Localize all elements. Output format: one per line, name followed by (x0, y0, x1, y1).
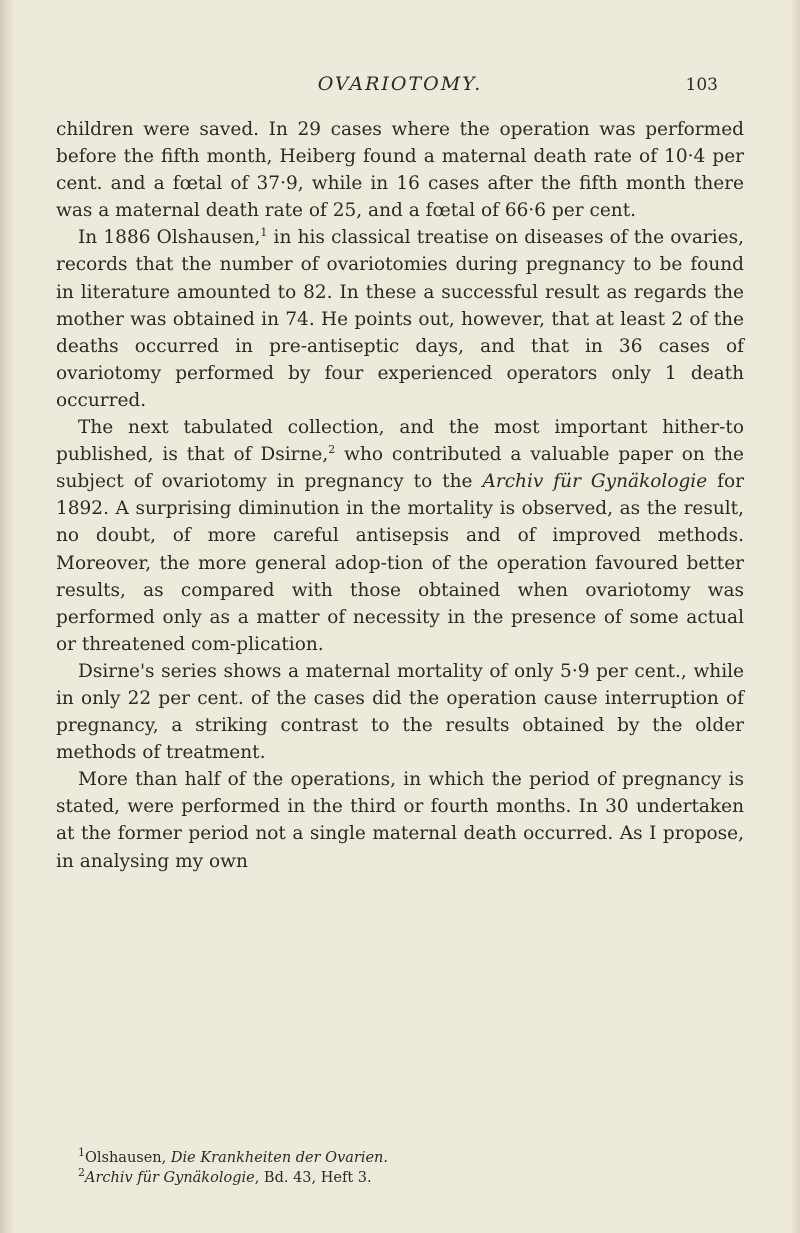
page-right-edge (790, 0, 800, 1233)
paragraph (56, 658, 744, 766)
text-run: More than half of the operations, in which the period of pregnancy is stated, were performed in the third or fourth months. In 30 undertaken at the former period not a single maternal death occurred. As I propose, in analysing my own (56, 769, 744, 872)
footnote-marker: 1 (260, 226, 268, 240)
running-title: OVARIOTOMY. (317, 73, 483, 95)
text-run: Dsirne's series shows a maternal mortality of only 5·9 per cent., while in only 22 per cent. of the cases did the operation cause interruption of pregnancy, a striking contrast to the results obtained by the older methods of treatment. (56, 660, 744, 764)
footnote-number: 1 (78, 1146, 85, 1160)
footnote (56, 1148, 744, 1168)
paragraph (56, 224, 744, 414)
footnote (56, 1168, 744, 1188)
footnote-number: 2 (78, 1166, 85, 1180)
paragraph (56, 414, 744, 658)
body-text (56, 116, 744, 875)
page-header (0, 73, 800, 103)
footnote-title: Archiv für Gynäkologie (85, 1170, 255, 1186)
paragraph (56, 116, 744, 224)
footnote-title: Die Krankheiten der Ovarien. (170, 1150, 388, 1166)
text-run: The next tabulated collection, and the most important hither-to published, is that of Dsirne, (56, 417, 744, 466)
footnotes (56, 1148, 744, 1188)
text-run: In 1886 Olshausen, (78, 227, 261, 249)
footnote-marker: 2 (328, 442, 336, 456)
footnote-detail: , Bd. 43, Heft 3. (254, 1170, 372, 1186)
footnote-author: Olshausen, (85, 1150, 171, 1166)
text-run: in his classical treatise on diseases of the ovaries, records that the number of ovariotomies during pregnancy to be found in literature amounted to 82. In these a successful result as regards the mother was obtained in 74. He points out, however, that at least 2 of the deaths occurred in pre-antiseptic days, and that in 36 cases of ovariotomy performed by four experienced operators only 1 death occurred. (56, 227, 744, 411)
text-run: children were saved. In 29 cases where the operation was performed before the fifth month, Heiberg found a maternal death rate of 10·4 per cent. and a fœtal of 37·9, while in 16 cases after the fifth month there was a maternal death rate of 25, and a fœtal of 66·6 per cent. (56, 119, 744, 222)
page-number: 103 (685, 75, 718, 95)
text-run: for 1892. A surprising diminution in the mortality is observed, as the result, no doubt, of more careful antisepsis and of improved methods. Moreover, the more general adop-tion of the operation favoured better results, as compared with those obtained when ovariotomy was performed only as a matter of necessity in the presence of some actual or threatened com-plication. (56, 471, 744, 655)
italic-text: Archiv für Gynäkologie (482, 471, 708, 493)
text-run: who contributed a valuable paper on the subject of ovariotomy in pregnancy to the (56, 444, 744, 493)
page-binding-edge (0, 0, 14, 1233)
paragraph (56, 766, 744, 874)
